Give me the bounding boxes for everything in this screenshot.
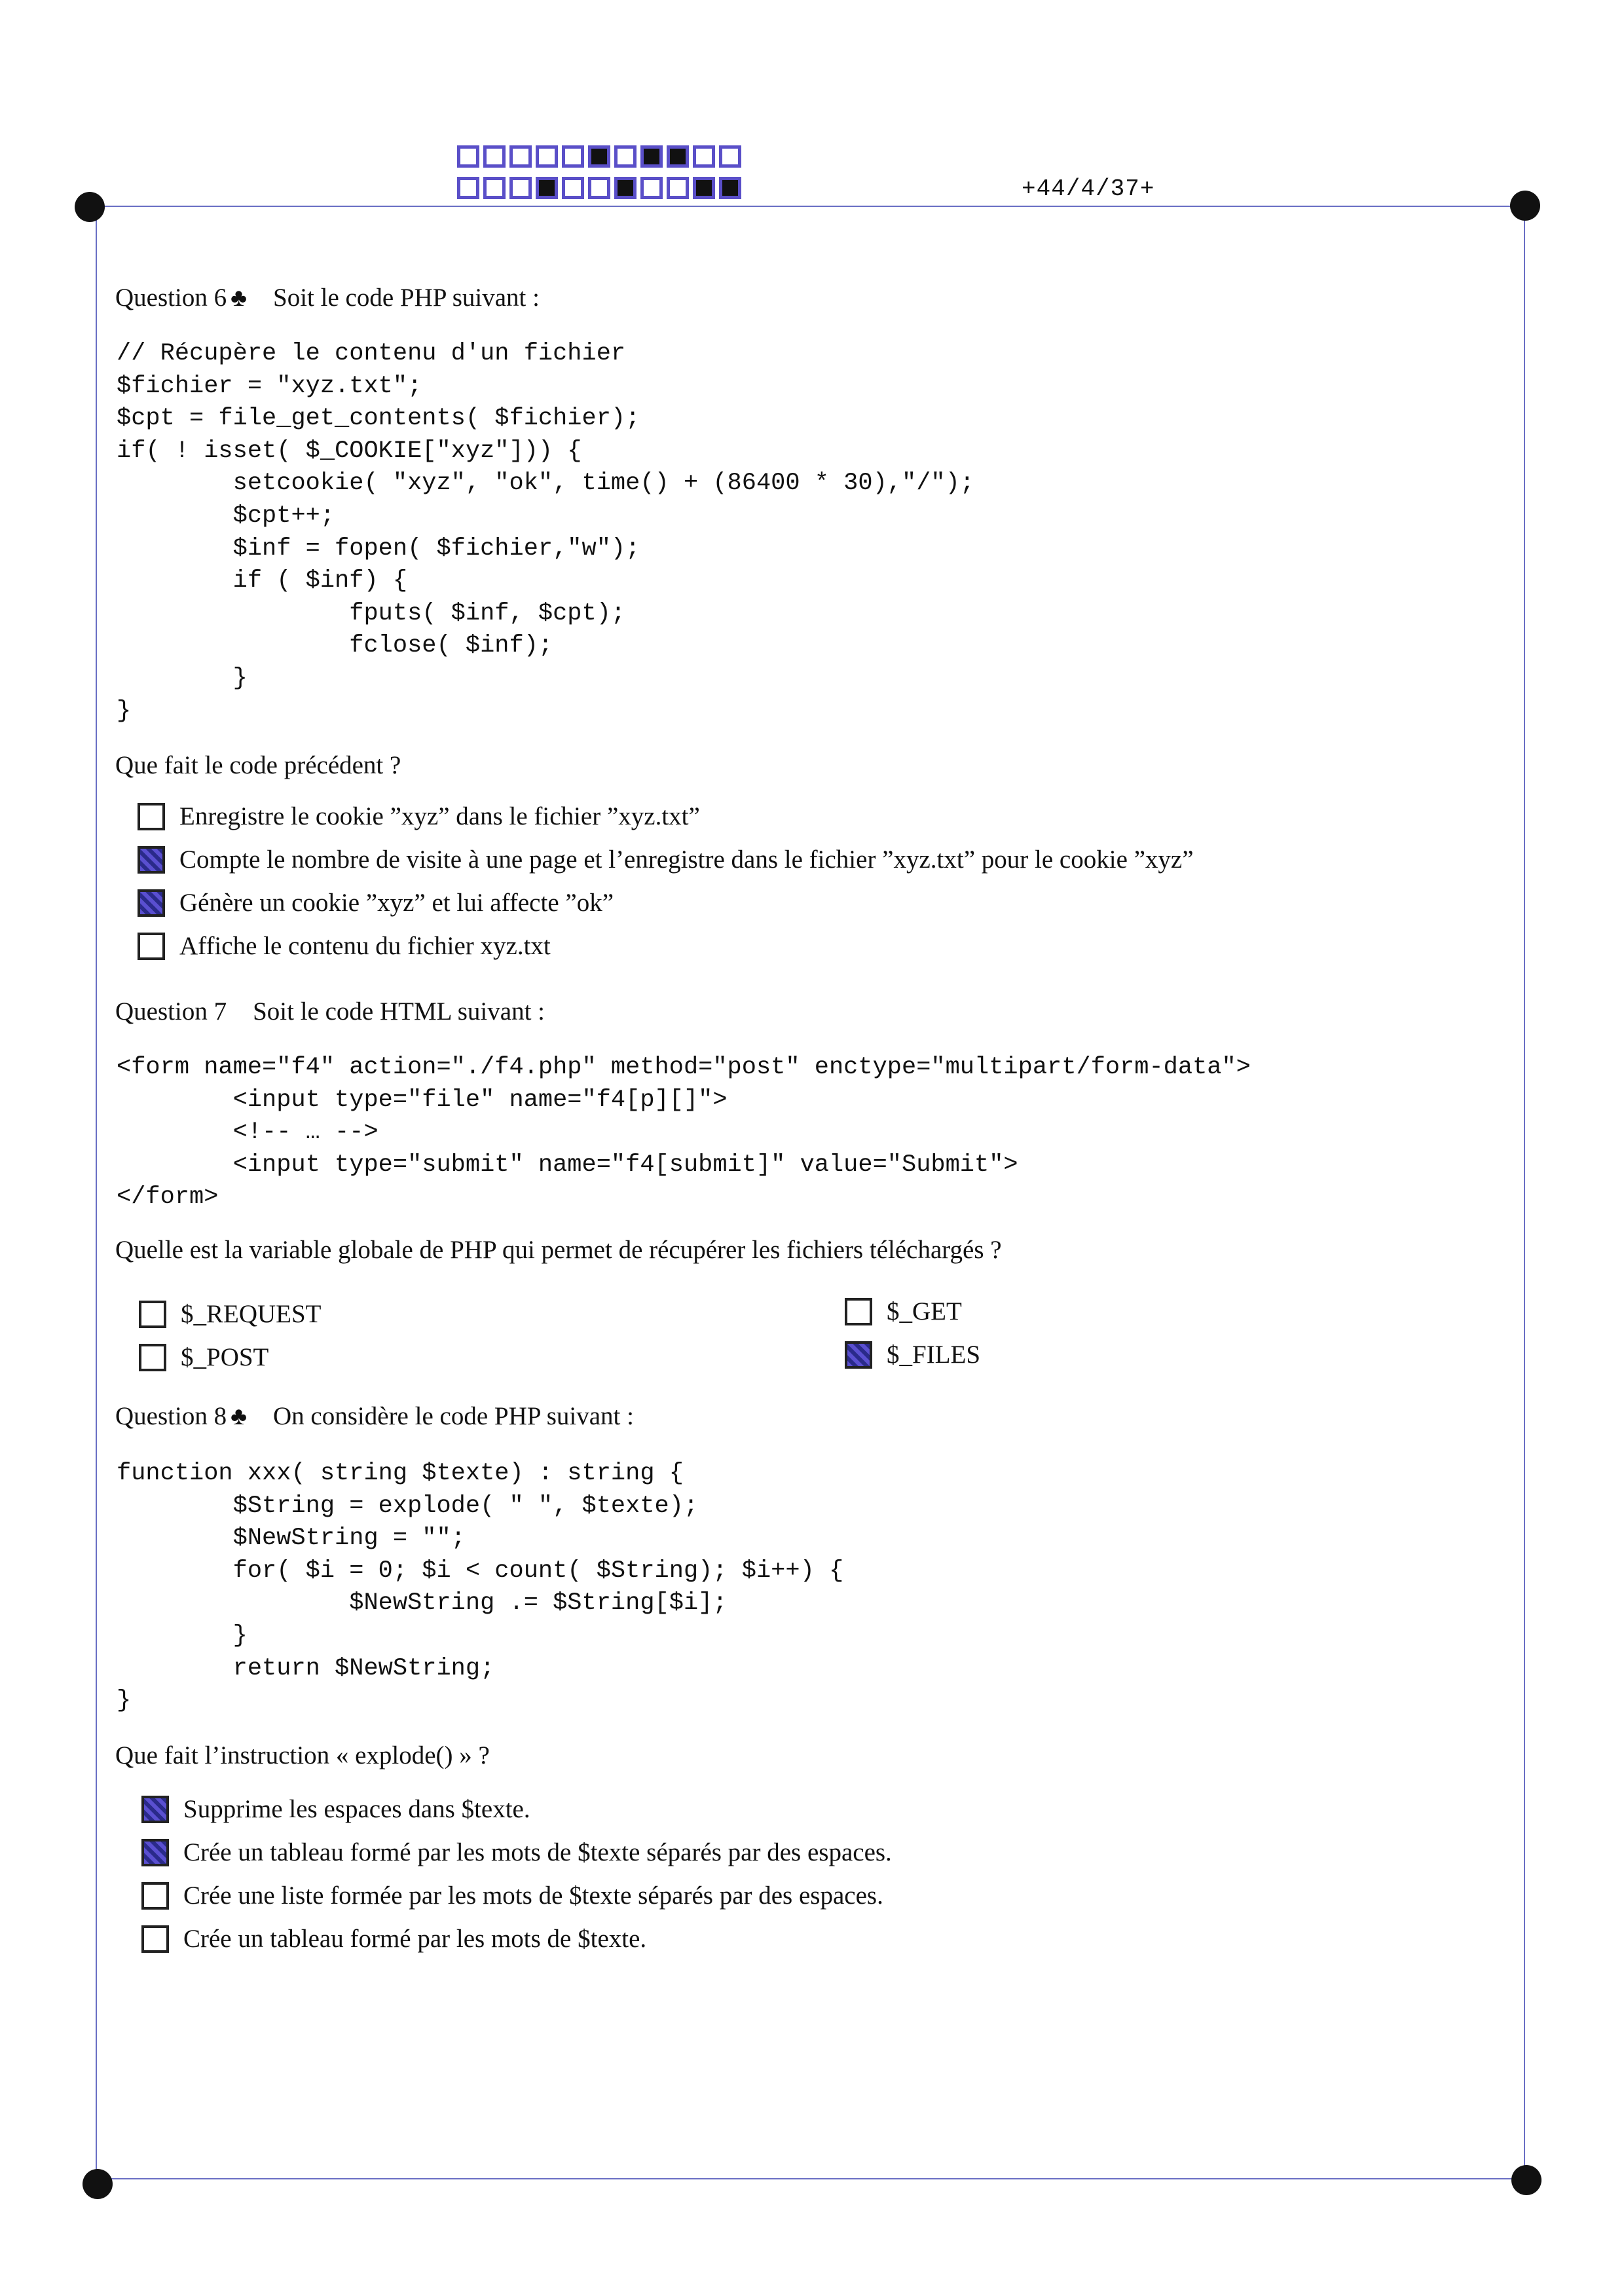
- id-cell-filled: [588, 145, 610, 168]
- checkbox[interactable]: [139, 1344, 166, 1371]
- id-cell: [693, 145, 715, 168]
- answer-option[interactable]: [138, 888, 614, 917]
- question-label: Question 7: [115, 997, 227, 1026]
- registration-mark-top-right: [1510, 191, 1540, 221]
- id-cell: [562, 145, 584, 168]
- question-label: Question 8: [115, 1402, 227, 1430]
- id-cell-filled: [719, 177, 741, 199]
- registration-mark-top-left: [75, 192, 105, 222]
- option-label: $_FILES: [887, 1341, 981, 1369]
- question-8-heading: [115, 1401, 634, 1431]
- answer-option[interactable]: [141, 1924, 646, 1953]
- question-prompt: Que fait le code précédent ?: [115, 751, 401, 779]
- club-icon: ♣: [231, 284, 248, 312]
- checkbox[interactable]: [139, 1301, 166, 1328]
- php-code-block: // Récupère le contenu d'un fichier $fichier = "xyz.txt"; $cpt = file_get_contents( $fichier); if( ! isset( $_COOKIE["xyz"])) { setcookie( "xyz", "ok", time() + (86400 * 30),"/"); $cpt++; $inf = fopen( $fichier,"w"); if ( $inf) { fputs( $inf, $cpt); fclose( $inf); } }: [117, 340, 975, 725]
- answer-option[interactable]: [845, 1297, 962, 1326]
- id-cell: [483, 177, 506, 199]
- checkbox[interactable]: [138, 803, 165, 830]
- checkbox-checked[interactable]: [141, 1796, 169, 1823]
- id-cell: [562, 177, 584, 199]
- club-icon: ♣: [231, 1403, 248, 1430]
- checkbox-checked[interactable]: [141, 1839, 169, 1866]
- checkbox[interactable]: [138, 933, 165, 960]
- option-label: $_GET: [887, 1297, 962, 1325]
- id-cell: [509, 177, 532, 199]
- registration-mark-bottom-right: [1511, 2165, 1541, 2195]
- answer-option[interactable]: [845, 1340, 980, 1369]
- checkbox-checked[interactable]: [138, 846, 165, 874]
- id-cell-filled: [667, 145, 689, 168]
- question-intro: On considère le code PHP suivant :: [273, 1402, 634, 1430]
- option-label: Affiche le contenu du fichier xyz.txt: [179, 932, 551, 960]
- answer-option[interactable]: [138, 931, 551, 961]
- answer-option[interactable]: [138, 802, 700, 831]
- answer-option[interactable]: [139, 1342, 268, 1372]
- registration-mark-bottom-left: [83, 2169, 113, 2199]
- checkbox[interactable]: [845, 1298, 872, 1325]
- id-grid-row-2: [457, 177, 745, 199]
- id-cell-filled: [640, 145, 663, 168]
- id-cell: [640, 177, 663, 199]
- question-intro: Soit le code HTML suivant :: [253, 997, 545, 1026]
- id-grid-row-1: [457, 145, 745, 168]
- option-label: Crée une liste formée par les mots de $texte séparés par des espaces.: [183, 1881, 883, 1910]
- php-code-block: function xxx( string $texte) : string { $String = explode( " ", $texte); $NewString = ""; for( $i = 0; $i < count( $String); $i++) { $NewString .= $String[$i]; } return $NewString; }: [117, 1460, 844, 1715]
- answer-option[interactable]: [138, 845, 1194, 874]
- option-label: Supprime les espaces dans $texte.: [183, 1795, 530, 1823]
- question-label: Question 6: [115, 284, 227, 312]
- id-cell: [667, 177, 689, 199]
- question-prompt: Quelle est la variable globale de PHP qui permet de récupérer les fichiers téléchargés ?: [115, 1236, 1002, 1264]
- question-6-heading: [115, 283, 540, 312]
- id-cell: [457, 177, 479, 199]
- question-prompt: Que fait l’instruction « explode() » ?: [115, 1741, 490, 1769]
- id-cell: [536, 145, 558, 168]
- id-cell: [588, 177, 610, 199]
- option-label: Génère un cookie ”xyz” et lui affecte ”ok”: [179, 889, 614, 917]
- id-cell: [457, 145, 479, 168]
- id-cell-filled: [536, 177, 558, 199]
- question-7-heading: [115, 997, 545, 1026]
- id-cell: [614, 145, 637, 168]
- answer-option[interactable]: [141, 1794, 530, 1824]
- answer-option[interactable]: [141, 1881, 883, 1910]
- checkbox[interactable]: [141, 1925, 169, 1953]
- id-cell: [719, 145, 741, 168]
- answer-option[interactable]: [141, 1838, 892, 1867]
- answer-option[interactable]: [139, 1299, 322, 1329]
- option-label: Crée un tableau formé par les mots de $texte séparés par des espaces.: [183, 1838, 892, 1866]
- html-code-block: <form name="f4" action="./f4.php" method="post" enctype="multipart/form-data"> <input type="file" name="f4[p][]"> <!-- … --> <input type="submit" name="f4[submit]" value="Submit"> </form>: [117, 1054, 1251, 1212]
- id-cell: [483, 145, 506, 168]
- id-cell-filled: [693, 177, 715, 199]
- option-label: Enregistre le cookie ”xyz” dans le fichier ”xyz.txt”: [179, 802, 700, 830]
- page-code: +44/4/37+: [1022, 176, 1155, 202]
- option-label: Compte le nombre de visite à une page et l’enregistre dans le fichier ”xyz.txt” pour le cookie ”xyz”: [179, 845, 1194, 874]
- option-label: $_POST: [181, 1343, 269, 1371]
- checkbox-checked[interactable]: [138, 889, 165, 917]
- checkbox-checked[interactable]: [845, 1341, 872, 1369]
- option-label: Crée un tableau formé par les mots de $texte.: [183, 1925, 647, 1953]
- id-cell: [509, 145, 532, 168]
- checkbox[interactable]: [141, 1882, 169, 1910]
- option-label: $_REQUEST: [181, 1300, 322, 1328]
- question-intro: Soit le code PHP suivant :: [273, 284, 540, 312]
- id-cell-filled: [614, 177, 637, 199]
